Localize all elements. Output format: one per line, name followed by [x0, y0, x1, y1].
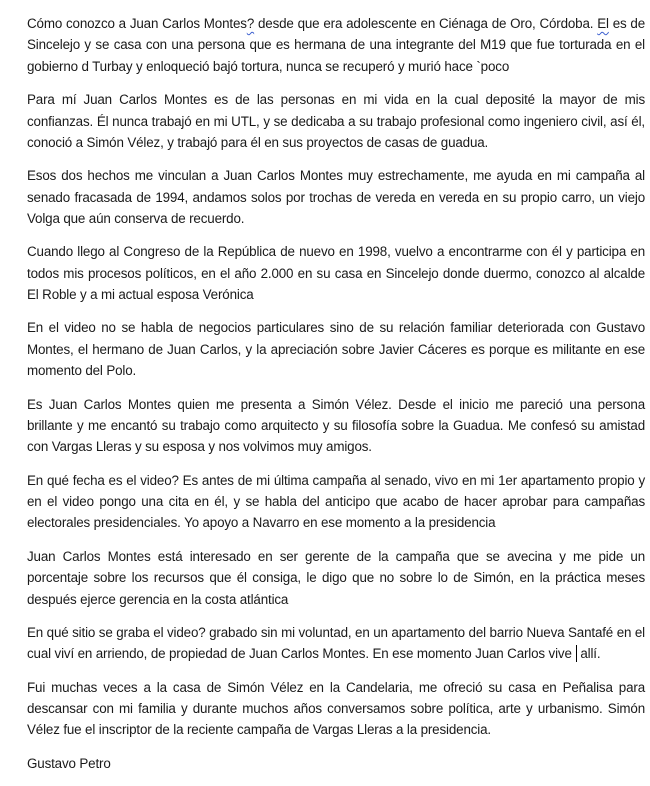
text-run: es de Sincelejo y se casa con una persona que es hermana de una integrante del M19 que fue torturada en el gobierno d Turbay y enloqueció bajó tortura, nunca se recuperó y murió hace `poco [27, 16, 645, 74]
paragraph-trust[interactable]: Para mí Juan Carlos Montes es de las personas en mi vida en la cual deposité la mayor de mis confianzas. Él nunca trabajó en mi UTL, y se dedicaba a su trabajo profesional como ingeniero civil, así él, conoció a Simón Vélez, y trabajó para él en sus proyectos de casas de guadua. [27, 92, 645, 150]
paragraph-how-i-met[interactable] [27, 13, 645, 77]
paragraph-simon-velez[interactable]: Es Juan Carlos Montes quien me presenta a Simón Vélez. Desde el inicio me pareció una persona brillante y me encantó su trabajo como arquitecto y su filosofía sobre la Guadua. Me confesó su amistad con Vargas Lleras y su esposa y nos volvimos muy amigos. [27, 396, 645, 455]
text-run: allí. [576, 646, 601, 662]
paragraph-congress-1998[interactable]: Cuando llego al Congreso de la República de nuevo en 1998, vuelvo a encontrarme con él y participa en todos mis procesos políticos, en el año 2.000 en su casa en Sincelejo donde duermo, conozco al alcalde El Roble y a mi actual esposa Verónica [27, 244, 645, 303]
paragraph-candelaria-visits[interactable]: Fui muchas veces a la casa de Simón Vélez en la Candelaria, me ofreció su casa en Peñalisa para descansar con mi familia y durante muchos años conversamos sobre política, arte y urbanismo. Simón Vélez fue el inscriptor de la reciente campaña de Vargas Lleras a la presidencia. [27, 679, 645, 738]
spellcheck-flag-question-mark[interactable]: ? [246, 16, 255, 31]
text-run: desde que era adolescente en Ciénaga de Oro, Córdoba. [254, 16, 598, 31]
text-run: En qué sitio se graba el video? grabado sin mi voluntad, en un apartamento del barrio Nueva Santafé en el cual viví en arriendo, de propiedad de Juan Carlos Montes. En ese momento Juan Carlos vive [27, 624, 645, 662]
paragraph-video-location[interactable] [27, 622, 645, 665]
paragraph-campaign-1994[interactable]: Esos dos hechos me vinculan a Juan Carlos Montes muy estrechamente, me ayuda en mi campaña al senado fracasada de 1994, andamos solos por trochas de vereda en vereda en su propio carro, un viejo Volga que aún conserva de recuerdo. [27, 168, 645, 227]
document-page[interactable] [27, 13, 645, 786]
paragraph-video-content[interactable]: En el video no se habla de negocios particulares sino de su relación familiar deteriorada con Gustavo Montes, el hermano de Juan Carlos, y la apreciación sobre Javier Cáceres es porque es militante en ese momento del Polo. [27, 320, 645, 379]
paragraph-campaign-manager[interactable]: Juan Carlos Montes está interesado en ser gerente de la campaña que se avecina y me pide un porcentaje sobre los recursos que él consiga, le digo que no sobre lo de Simón, en la práctica meses después ejerce gerencia en la costa atlántica [27, 548, 645, 607]
signature[interactable]: Gustavo Petro [27, 755, 111, 771]
spellcheck-flag-el[interactable]: El [597, 16, 609, 31]
paragraph-video-date[interactable]: En qué fecha es el video? Es antes de mi última campaña al senado, vivo en mi 1er apartamento propio y en el video pongo una cita en él, y se habla del anticipo que acabo de hacer aprobar para campañas electorales presidenciales. Yo apoyo a Navarro en ese momento a la presidencia [27, 472, 645, 531]
text-run: Cómo conozco a Juan Carlos Montes [27, 16, 247, 31]
